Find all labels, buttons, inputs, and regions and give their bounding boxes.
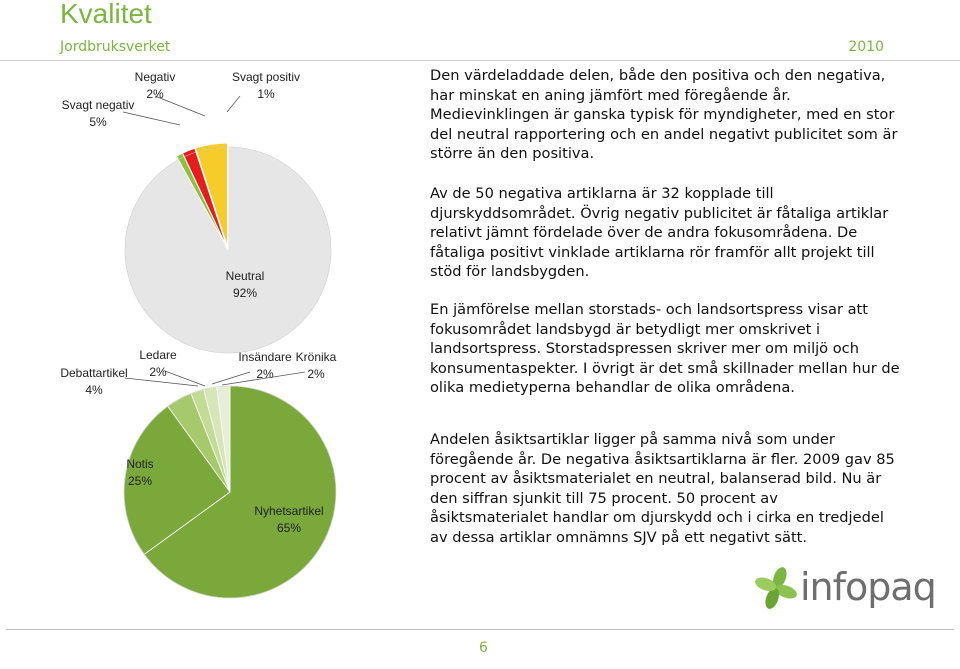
slice-label-svagt-positiv: Svagt positiv bbox=[231, 70, 301, 84]
slice-label-kronika: Krönika bbox=[295, 350, 337, 364]
leader-line-insandare bbox=[212, 372, 250, 384]
infopaq-logo bbox=[752, 563, 936, 613]
article-type-pie-chart bbox=[60, 348, 336, 598]
slice-label-neutral: Neutral bbox=[225, 269, 265, 283]
organization-name: Jordbruksverket bbox=[60, 39, 171, 55]
paragraph-opinion-articles: Andelen åsiktsartiklar ligger på samma nivå som under föregående år. De negativa åsiktsartiklarna är fler. 2009 gav 85 procent av åsiktsmaterialet en neutral, balanserad bild. Nu är den siffran sjunkit till 75 procent. 50 procent av åsiktsmaterialet handlar om djurskydd och i cirka en tredjedel av dessa artiklar omnämns SJV på ett negativt sätt. bbox=[430, 431, 895, 546]
slice-label-insandare: Insändare bbox=[238, 350, 292, 364]
leader-line-svagt-positiv bbox=[227, 96, 240, 112]
pie-slice-neutral bbox=[125, 147, 331, 353]
page-title: Kvalitet bbox=[60, 0, 152, 29]
slice-label-ledare: Ledare bbox=[139, 348, 177, 362]
slice-value-svagt-positiv: 1% bbox=[257, 87, 275, 101]
slice-label-negativ: Negativ bbox=[134, 70, 176, 84]
footer-divider bbox=[6, 629, 954, 630]
clover-icon bbox=[752, 563, 802, 613]
slice-label-debattartikel: Debattartikel bbox=[60, 366, 128, 380]
slice-value-debattartikel: 4% bbox=[85, 383, 103, 397]
paragraph-press-comparison: En jämförelse mellan storstads- och landsortspress visar att fokusområdet landsbygd är betydligt mer omskrivet i landsortspress. Storstadspressen skriver mer om miljö och konsumentaspekter. I övrigt är det små skillnader mellan hur de olika medietyperna behandlar de olika områdena. bbox=[430, 301, 900, 396]
slice-label-svagt-negativ: Svagt negativ bbox=[61, 98, 135, 112]
slice-label-notis: Notis bbox=[126, 457, 154, 471]
slice-value-kronika: 2% bbox=[307, 367, 325, 381]
slice-value-notis: 25% bbox=[127, 474, 153, 488]
report-year: 2010 bbox=[848, 39, 884, 55]
paragraph-negative-articles: Av de 50 negativa artiklarna är 32 kopplade till djurskyddsområdet. Övrig negativ publicitet är fåtaliga artiklar relativt jämnt fördelade över de andra fokusområdena. De fåtaliga positivt vinklade artiklarna rör framför allt projekt till stöd för landsbygden. bbox=[430, 185, 889, 280]
slice-value-neutral: 92% bbox=[232, 286, 258, 300]
slice-value-nyhetsartikel: 65% bbox=[276, 521, 302, 535]
paragraph-sentiment: Den värdeladdade delen, både den positiva och den negativa, har minskat en aning jämfört med föregående år. Medievinklingen är ganska typisk för myndigheter, med en stor del neutral rapportering och en andel negativt publicitet som är större än den positiva. bbox=[430, 67, 898, 162]
slice-value-negativ: 2% bbox=[146, 87, 164, 101]
slice-value-ledare: 2% bbox=[149, 365, 167, 379]
pie-charts bbox=[0, 0, 430, 629]
leader-line-svagt-negativ bbox=[123, 112, 180, 125]
page-number: 6 bbox=[479, 640, 488, 656]
logo-wordmark: infopaq bbox=[800, 565, 936, 609]
slice-label-nyhetsartikel: Nyhetsartikel bbox=[254, 504, 324, 518]
sentiment-pie-chart bbox=[62, 70, 331, 353]
slice-value-svagt-negativ: 5% bbox=[89, 115, 107, 129]
leader-line-ledare bbox=[165, 371, 205, 386]
slice-value-insandare: 2% bbox=[256, 367, 274, 381]
